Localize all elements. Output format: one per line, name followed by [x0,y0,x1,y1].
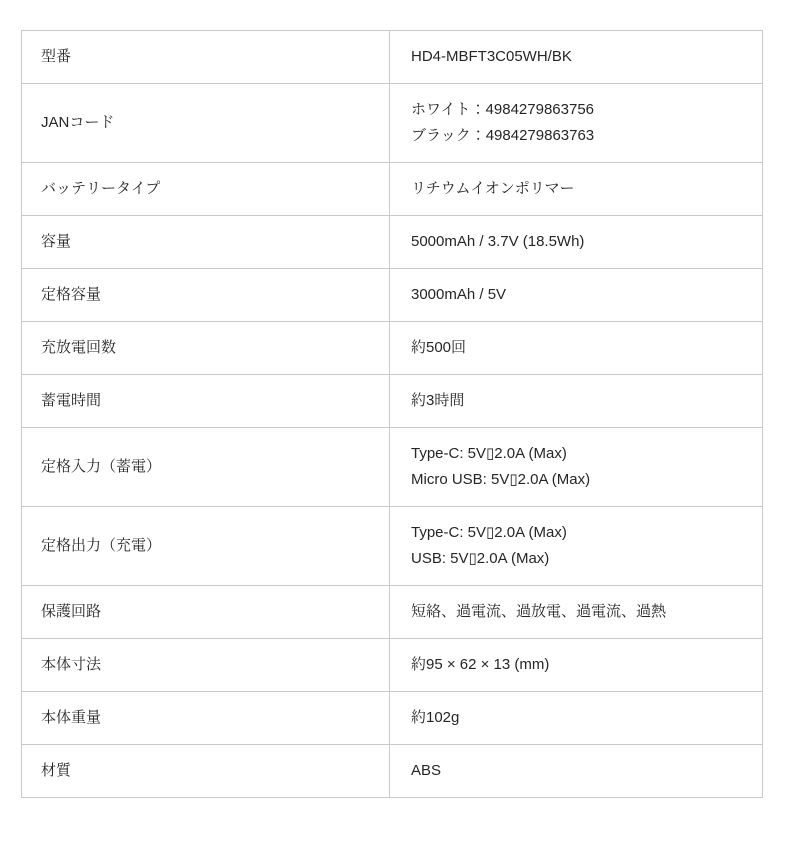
spec-value-line: Type-C: 5V▯2.0A (Max) [411,445,567,462]
spec-label: 定格出力（充電） [22,507,390,586]
spec-value-line: Type-C: 5V▯2.0A (Max) [411,524,567,541]
spec-value [390,269,763,322]
spec-label: 材質 [22,745,390,798]
table-row [22,31,763,84]
spec-value-line: ホワイト：4984279863756 [411,101,595,118]
spec-value-line: Micro USB: 5V▯2.0A (Max) [411,471,591,488]
spec-table [21,30,763,798]
spec-label: 充放電回数 [22,322,390,375]
table-row [22,745,763,798]
spec-label: JANコード [22,84,390,163]
spec-label: 容量 [22,216,390,269]
spec-value [390,216,763,269]
spec-value-line: 約102g [411,709,460,726]
table-row [22,507,763,586]
spec-value [390,692,763,745]
spec-label: 定格容量 [22,269,390,322]
spec-value-line: 3000mAh / 5V [411,286,507,303]
spec-value-line: 短絡、過電流、過放電、過電流、過熱 [411,603,667,620]
spec-label: 定格入力（蓄電） [22,428,390,507]
spec-value-line: リチウムイオンポリマー [411,180,575,197]
spec-label: 型番 [22,31,390,84]
spec-value [390,163,763,216]
spec-value-line: ブラック：4984279863763 [411,127,595,144]
table-row [22,163,763,216]
spec-value [390,639,763,692]
table-row [22,639,763,692]
spec-label: 本体重量 [22,692,390,745]
spec-value-line: ABS [411,762,442,779]
table-row [22,375,763,428]
spec-label: 蓄電時間 [22,375,390,428]
table-row [22,428,763,507]
table-row [22,692,763,745]
spec-value-line: 5000mAh / 3.7V (18.5Wh) [411,233,585,250]
spec-value-line: HD4-MBFT3C05WH/BK [411,48,572,65]
table-row [22,84,763,163]
spec-value [390,31,763,84]
spec-value [390,586,763,639]
spec-label: 本体寸法 [22,639,390,692]
table-row [22,269,763,322]
spec-value [390,84,763,163]
spec-value [390,507,763,586]
spec-label: 保護回路 [22,586,390,639]
table-row [22,216,763,269]
spec-value [390,428,763,507]
spec-value-line: 約500回 [411,339,467,356]
spec-value-line: 約3時間 [411,392,465,409]
spec-value-line: USB: 5V▯2.0A (Max) [411,550,550,567]
spec-value-line: 約95 × 62 × 13 (mm) [411,656,550,673]
table-row [22,322,763,375]
spec-value [390,322,763,375]
table-row [22,586,763,639]
spec-value [390,745,763,798]
spec-table-body [22,31,763,798]
spec-label: バッテリータイプ [22,163,390,216]
spec-value [390,375,763,428]
